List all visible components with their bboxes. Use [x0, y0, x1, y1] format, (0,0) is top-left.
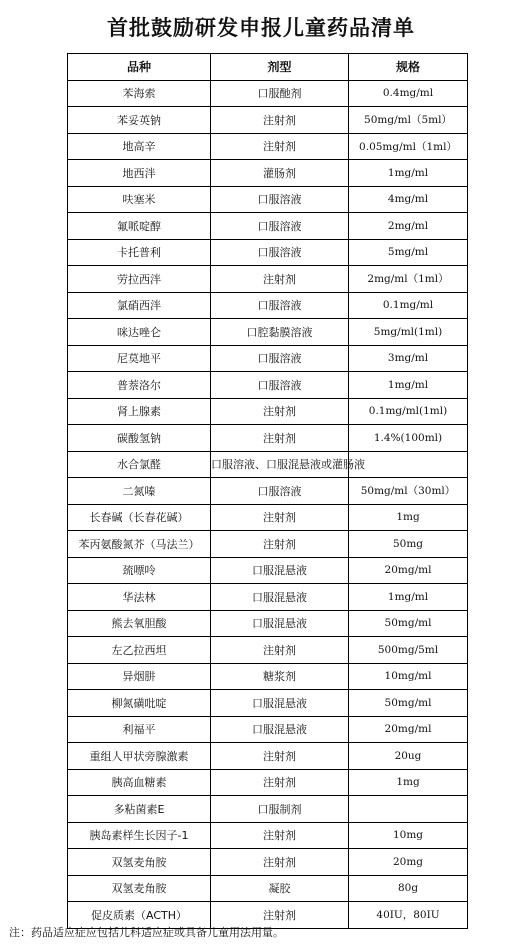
cell-variety: 双氢麦角胺: [68, 849, 211, 876]
table-row: [68, 822, 468, 849]
cell-variety: 苯妥英钠: [68, 107, 211, 134]
cell-dosage-form: 口服混悬液: [211, 716, 349, 743]
table-row: [68, 80, 468, 107]
cell-specification: 5mg/ml(1ml): [349, 319, 468, 346]
cell-specification: 1mg: [349, 769, 468, 796]
header-dosage-form: 剂型: [211, 54, 349, 81]
cell-variety: 地西泮: [68, 160, 211, 187]
cell-specification: 1mg/ml: [349, 372, 468, 399]
cell-variety: 苯海索: [68, 80, 211, 107]
cell-specification: 20mg/ml: [349, 716, 468, 743]
cell-dosage-form: 口服溶液: [211, 239, 349, 266]
cell-variety: 胰岛素样生长因子-1: [68, 822, 211, 849]
cell-dosage-form: 口服溶液: [211, 478, 349, 505]
cell-variety: 呋塞米: [68, 186, 211, 213]
cell-variety: 氯硝西泮: [68, 292, 211, 319]
cell-dosage-form: 凝胶: [211, 875, 349, 902]
cell-dosage-form: 注射剂: [211, 849, 349, 876]
cell-dosage-form: 口腔黏膜溶液: [211, 319, 349, 346]
cell-specification: 5mg/ml: [349, 239, 468, 266]
drug-list-table: [67, 53, 468, 929]
table-row: [68, 557, 468, 584]
cell-variety: 多粘菌素E: [68, 796, 211, 823]
table-body: [68, 80, 468, 928]
cell-dosage-form: 口服酏剂: [211, 80, 349, 107]
cell-specification: 1mg/ml: [349, 584, 468, 611]
cell-specification: 50mg: [349, 531, 468, 558]
cell-variety: 熊去氧胆酸: [68, 610, 211, 637]
cell-variety: 碳酸氢钠: [68, 425, 211, 452]
cell-specification: 0.4mg/ml: [349, 80, 468, 107]
cell-variety: 双氢麦角胺: [68, 875, 211, 902]
cell-variety: 促皮质素（ACTH）: [68, 902, 211, 929]
table-row: [68, 610, 468, 637]
document-title: 首批鼓励研发申报儿童药品清单: [107, 16, 415, 40]
cell-dosage-form: 注射剂: [211, 398, 349, 425]
cell-dosage-form: 口服混悬液: [211, 557, 349, 584]
table-row: [68, 186, 468, 213]
cell-dosage-form: 口服溶液、口服混悬液或灌肠液: [211, 451, 349, 478]
cell-specification: 1mg/ml: [349, 160, 468, 187]
cell-variety: 劳拉西泮: [68, 266, 211, 293]
table-header-row: [68, 54, 468, 81]
cell-dosage-form: 注射剂: [211, 637, 349, 664]
cell-dosage-form: 口服制剂: [211, 796, 349, 823]
table-row: [68, 425, 468, 452]
cell-specification: 40IU，80IU: [349, 902, 468, 929]
cell-variety: 普萘洛尔: [68, 372, 211, 399]
table-row: [68, 266, 468, 293]
cell-dosage-form: 注射剂: [211, 133, 349, 160]
cell-dosage-form: 注射剂: [211, 107, 349, 134]
cell-specification: 10mg/ml: [349, 663, 468, 690]
cell-variety: 华法林: [68, 584, 211, 611]
cell-specification: 0.1mg/ml(1ml): [349, 398, 468, 425]
cell-dosage-form: 口服混悬液: [211, 690, 349, 717]
cell-variety: 利福平: [68, 716, 211, 743]
cell-dosage-form: 口服溶液: [211, 186, 349, 213]
table-row: [68, 637, 468, 664]
cell-specification: 50mg/ml（30ml）: [349, 478, 468, 505]
cell-dosage-form: 灌肠剂: [211, 160, 349, 187]
cell-specification: 4mg/ml: [349, 186, 468, 213]
table-row: [68, 504, 468, 531]
table-row: [68, 160, 468, 187]
cell-variety: 卡托普利: [68, 239, 211, 266]
cell-dosage-form: 注射剂: [211, 266, 349, 293]
cell-specification: 20mg/ml: [349, 557, 468, 584]
table-row: [68, 451, 468, 478]
cell-specification: 20ug: [349, 743, 468, 770]
table-row: [68, 345, 468, 372]
table-row: [68, 743, 468, 770]
table-row: [68, 398, 468, 425]
cell-variety: 尼莫地平: [68, 345, 211, 372]
cell-dosage-form: 注射剂: [211, 822, 349, 849]
table-row: [68, 292, 468, 319]
table-row: [68, 849, 468, 876]
cell-variety: 胰高血糖素: [68, 769, 211, 796]
cell-dosage-form: 糖浆剂: [211, 663, 349, 690]
cell-dosage-form: 口服溶液: [211, 372, 349, 399]
cell-variety: 二氮嗪: [68, 478, 211, 505]
table-row: [68, 716, 468, 743]
cell-specification: 10mg: [349, 822, 468, 849]
table-row: [68, 213, 468, 240]
cell-dosage-form: 注射剂: [211, 531, 349, 558]
table-row: [68, 690, 468, 717]
cell-variety: 肾上腺素: [68, 398, 211, 425]
cell-specification: 0.1mg/ml: [349, 292, 468, 319]
cell-dosage-form: 注射剂: [211, 769, 349, 796]
cell-variety: 异烟肼: [68, 663, 211, 690]
header-variety: 品种: [68, 54, 211, 81]
table-row: [68, 372, 468, 399]
footnote: 注：药品适应症应包括儿科适应症或具备儿童用法用量。: [9, 926, 284, 939]
table-row: [68, 531, 468, 558]
cell-specification: 0.05mg/ml（1ml）: [349, 133, 468, 160]
cell-specification: 1mg: [349, 504, 468, 531]
cell-variety: 重组人甲状旁腺激素: [68, 743, 211, 770]
table-row: [68, 107, 468, 134]
cell-dosage-form: 口服混悬液: [211, 584, 349, 611]
cell-specification: 2mg/ml: [349, 213, 468, 240]
cell-variety: 柳氮磺吡啶: [68, 690, 211, 717]
cell-variety: 巯嘌呤: [68, 557, 211, 584]
cell-specification: 80g: [349, 875, 468, 902]
cell-specification: 20mg: [349, 849, 468, 876]
cell-specification: 500mg/5ml: [349, 637, 468, 664]
table-row: [68, 584, 468, 611]
cell-dosage-form: 注射剂: [211, 425, 349, 452]
cell-variety: 长春碱（长春花碱）: [68, 504, 211, 531]
cell-specification: [349, 451, 468, 478]
table-row: [68, 133, 468, 160]
cell-dosage-form: 注射剂: [211, 902, 349, 929]
cell-specification: 2mg/ml（1ml）: [349, 266, 468, 293]
table-row: [68, 478, 468, 505]
table-row: [68, 796, 468, 823]
cell-specification: 50mg/ml: [349, 610, 468, 637]
cell-specification: 50mg/ml: [349, 690, 468, 717]
table-row: [68, 769, 468, 796]
cell-variety: 氟哌啶醇: [68, 213, 211, 240]
cell-dosage-form: 口服溶液: [211, 213, 349, 240]
cell-variety: 苯丙氨酸氮芥（马法兰）: [68, 531, 211, 558]
cell-dosage-form: 口服混悬液: [211, 610, 349, 637]
table-row: [68, 239, 468, 266]
table-row: [68, 663, 468, 690]
cell-specification: 1.4%(100ml): [349, 425, 468, 452]
cell-dosage-form: 注射剂: [211, 504, 349, 531]
table-row: [68, 319, 468, 346]
header-specification: 规格: [349, 54, 468, 81]
cell-specification: 50mg/ml（5ml）: [349, 107, 468, 134]
cell-variety: 水合氯醛: [68, 451, 211, 478]
cell-dosage-form: 口服溶液: [211, 292, 349, 319]
cell-specification: [349, 796, 468, 823]
cell-variety: 咪达唑仑: [68, 319, 211, 346]
cell-dosage-form: 口服溶液: [211, 345, 349, 372]
cell-specification: 3mg/ml: [349, 345, 468, 372]
table-row: [68, 875, 468, 902]
cell-variety: 左乙拉西坦: [68, 637, 211, 664]
cell-dosage-form: 注射剂: [211, 743, 349, 770]
cell-variety: 地高辛: [68, 133, 211, 160]
